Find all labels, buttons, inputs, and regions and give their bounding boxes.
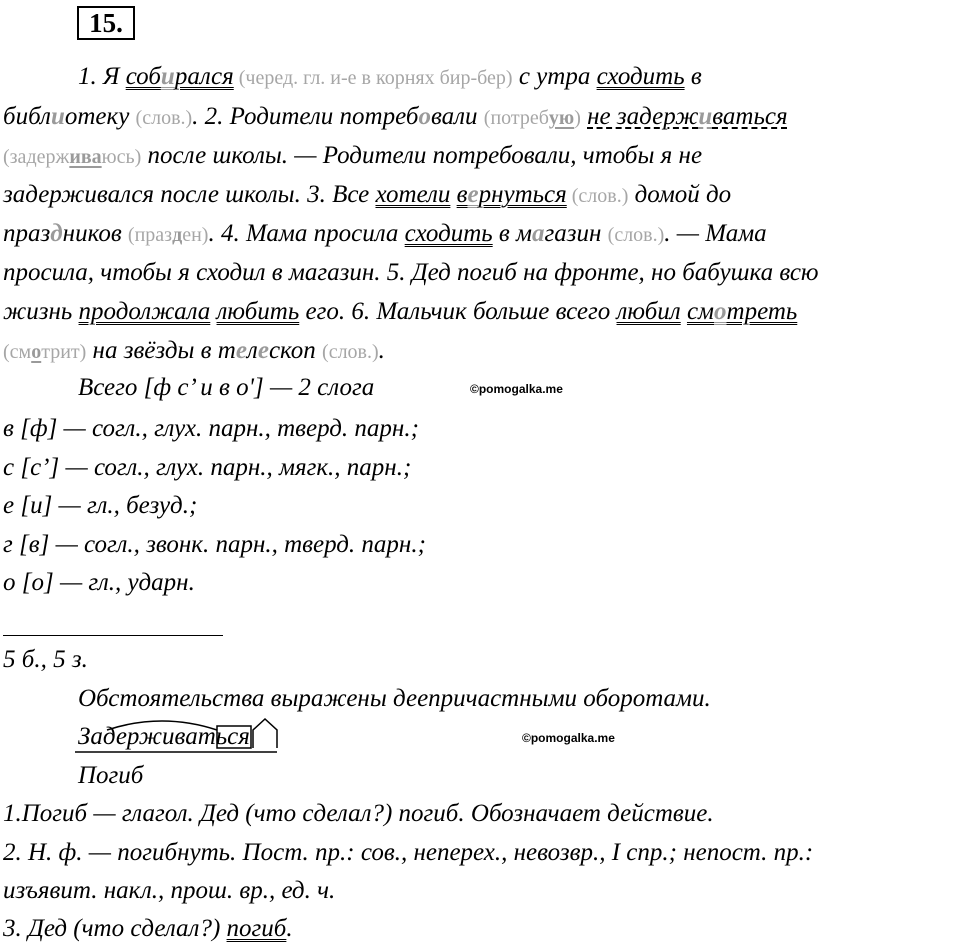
text-run: отеку: [64, 103, 136, 130]
morph-word: Задерживаться: [78, 723, 250, 750]
text-run: в: [684, 63, 702, 90]
phonetic-row: о [о] — гл., ударн.: [3, 569, 195, 596]
text-line-5: [3, 219, 767, 250]
text-run: (потреб: [483, 107, 549, 129]
text-run: в м: [492, 220, 532, 247]
text-run: а: [531, 220, 545, 247]
text-run: и: [160, 63, 175, 90]
text-run: трит): [41, 341, 87, 363]
text-run: сходить: [596, 63, 685, 90]
exercise-number: 15.: [77, 6, 135, 40]
predicate-word: погиб: [226, 915, 287, 942]
text-run: жизнь: [3, 298, 79, 325]
text-run: с утра: [512, 63, 597, 90]
text-run: и: [698, 103, 713, 130]
text-run: (см: [3, 341, 32, 363]
text-run: .: [378, 337, 385, 364]
analysis-point-2: 2. Н. ф. — погибнуть. Пост. пр.: сов., неперех., невозвр., I спр.; непост. пр.:: [3, 839, 814, 866]
analysis-point-2-cont: изъявит. накл., прош. вр., ед. ч.: [3, 877, 336, 904]
footnote-divider: [3, 635, 223, 636]
text-run: (слов.): [135, 107, 193, 129]
text-run: после школы. — Родители потребовали, чтобы я не: [141, 142, 703, 169]
text-run: на звёзды в т: [86, 337, 236, 364]
text-run: о: [714, 298, 727, 325]
text-run: (слов.): [566, 185, 629, 207]
analysis-point-1: 1.Погиб — глагол. Дед (что сделал?) погиб. Обозначает действие.: [3, 800, 714, 827]
text-run: (слов.): [607, 224, 665, 246]
text-line-6: [3, 258, 819, 288]
phonetic-row: е [и] — гл., безуд.;: [3, 492, 198, 519]
text-run: и: [50, 103, 65, 130]
text-run: любил: [616, 298, 681, 325]
text-run: ива: [69, 146, 102, 168]
footnote: 5 б., 5 з.: [3, 646, 88, 673]
text-run: (слов.): [322, 341, 379, 363]
text-run: ваться: [712, 103, 788, 130]
text-run: ую: [548, 107, 575, 129]
text-run: треть: [726, 298, 798, 325]
text-run: скоп: [268, 337, 323, 364]
text-run: хотели: [375, 181, 451, 208]
watermark: ©pomogalka.me: [470, 382, 563, 396]
text-line-7: [3, 297, 797, 327]
circumstances-note: Обстоятельства выражены деепричастными оборотами.: [78, 685, 711, 712]
text-run: соб: [125, 63, 161, 90]
text-run: . 2. Родители потреб: [192, 103, 419, 130]
text-run: библ: [3, 103, 51, 130]
text-run: ен): [182, 224, 209, 246]
text-run: ников: [62, 220, 128, 247]
text-run: е: [467, 181, 479, 208]
text-run: (задерж: [3, 146, 70, 168]
text-run: просила, чтобы я сходил в магазин. 5. Дед погиб на фронте, но бабушка всю: [3, 259, 819, 286]
text-run: (черед. гл. и-е в корнях бир-бер): [233, 67, 513, 89]
text-run: л: [246, 337, 258, 364]
text-run: праз: [3, 220, 51, 247]
text-run: см: [686, 298, 715, 325]
phonetic-row: в [ф] — согл., глух. парн., тверд. парн.;: [3, 415, 419, 442]
text-line-4: [3, 180, 731, 211]
text-line-8: [3, 336, 385, 367]
text-run: д: [172, 224, 183, 246]
text-run: ): [574, 107, 581, 129]
text-run: . 4. Мама просила: [208, 220, 405, 247]
phonetic-row: с [с’] — согл., глух. парн., мягк., парн.;: [3, 454, 412, 481]
text-run: . — Мама: [664, 220, 767, 247]
analysis-text: 3. Дед (что сделал?): [3, 915, 227, 942]
text-run: любить: [216, 298, 300, 325]
text-line-2: [3, 102, 788, 133]
text-run: продолжала: [78, 298, 211, 325]
text-line-3: [3, 141, 702, 172]
analysis-point-3: [3, 914, 293, 944]
text-line-1: [78, 62, 702, 93]
text-run: е: [235, 337, 247, 364]
phonetic-row: г [в] — согл., звонк. парн., тверд. парн.;: [3, 531, 426, 558]
analysis-text: .: [286, 915, 293, 942]
text-run: не задерж: [587, 103, 699, 130]
watermark: ©pomogalka.me: [522, 731, 615, 745]
text-run: о: [418, 103, 431, 130]
phonetic-total: Всего [ф с’ и в о'] — 2 слога: [78, 374, 375, 401]
word-pogib: Погиб: [78, 762, 144, 789]
text-run: юсь): [101, 146, 142, 168]
text-run: рнуться: [478, 181, 567, 208]
morpheme-marks: [72, 716, 282, 756]
text-run: д: [50, 220, 63, 247]
text-run: о: [31, 341, 42, 363]
text-run: его. 6. Мальчик больше всего: [299, 298, 617, 325]
text-run: задерживался после школы. 3. Все: [3, 181, 376, 208]
text-run: рался: [174, 63, 234, 90]
text-run: сходить: [404, 220, 493, 247]
text-run: домой до: [628, 181, 732, 208]
text-run: газин: [544, 220, 608, 247]
text-run: е: [257, 337, 269, 364]
text-run: 1. Я: [78, 63, 126, 90]
text-run: вали: [430, 103, 484, 130]
text-run: в: [456, 181, 468, 208]
text-run: (праз: [127, 224, 173, 246]
